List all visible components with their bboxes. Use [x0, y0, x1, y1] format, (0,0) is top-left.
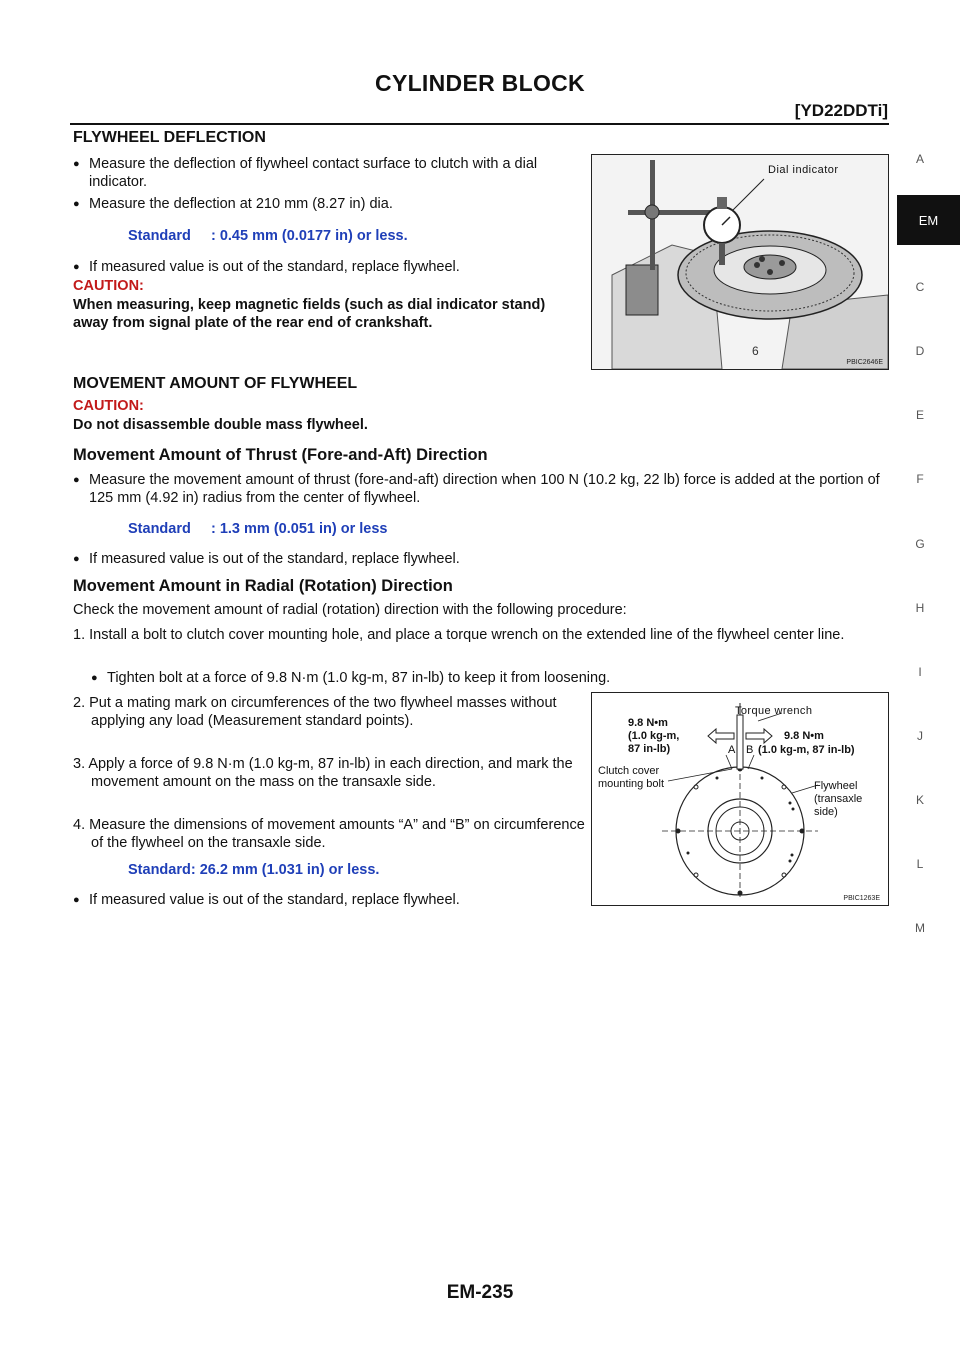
flywheel-line-2: (transaxle — [814, 793, 863, 805]
index-letter-h[interactable]: H — [915, 601, 925, 615]
label-b: B — [746, 744, 754, 756]
subheading-radial: Movement Amount in Radial (Rotation) Direction — [73, 577, 453, 595]
caution-text-magnetic: When measuring, keep magnetic fields (such as dial indicator stand) away from signal plate of the rear end of crankshaft. — [73, 297, 546, 331]
figure-torque-wrench — [591, 692, 889, 906]
bullet-thrust-measure: ● Measure the movement amount of thrust (fore-and-aft) direction when 100 N (10.2 kg, 22 lb) force is added at the portion of 125 mm (4.92 in) radius from the center of flywheel. — [73, 471, 889, 507]
bullet-replace-flywheel-3: ● If measured value is out of the standard, replace flywheel. — [73, 891, 589, 909]
label-torque-wrench: Torque wrench — [735, 705, 813, 717]
clutch-cover-line-2: mounting bolt — [598, 778, 665, 790]
label-clutch-cover — [598, 765, 664, 791]
index-letter-c[interactable]: C — [915, 280, 925, 294]
bullet-replace-flywheel-1: ● If measured value is out of the standard, replace flywheel. — [73, 258, 586, 276]
svg-text:6: 6 — [752, 344, 759, 358]
standard-radial: Standard: 26.2 mm (1.031 in) or less. — [128, 862, 380, 878]
figure-code-1: PBIC2646E — [846, 359, 883, 366]
page-title: CYLINDER BLOCK — [375, 70, 585, 96]
step-1-bullet: ● Tighten bolt at a force of 9.8 N·m (1.0 kg-m, 87 in-lb) to keep it from loosening. — [91, 669, 867, 687]
page-number: EM-235 — [446, 1282, 514, 1303]
label-a: A — [728, 744, 736, 756]
figure-code-2: PBIC1263E — [843, 895, 880, 902]
index-letter-a[interactable]: A — [915, 152, 924, 166]
index-letter-j[interactable]: J — [917, 729, 923, 743]
radial-intro: Check the movement amount of radial (rotation) direction with the following procedure: — [73, 602, 627, 618]
clutch-cover-line-1: Clutch cover — [598, 765, 660, 777]
left-torque-line-2: (1.0 kg-m, — [628, 730, 680, 742]
section-heading-flywheel-deflection: FLYWHEEL DEFLECTION — [73, 129, 266, 146]
index-letter-i[interactable]: I — [918, 665, 922, 679]
standard-deflection: Standard : 0.45 mm (0.0177 in) or less. — [128, 228, 408, 244]
engine-code: [YD22DDTi] — [794, 101, 888, 120]
dial-indicator-illustration — [592, 155, 888, 369]
index-letter-g[interactable]: G — [915, 537, 925, 551]
step-4: 4. Measure the dimensions of movement amounts “A” and “B” on circumference of the flywheel on the transaxle side. — [73, 817, 585, 851]
step-2: 2. Put a mating mark on circumferences of the two flywheel masses without applying any load (Measurement standard points). — [73, 695, 557, 729]
caution-label-2: CAUTION: — [73, 398, 144, 414]
bullet-replace-flywheel-2: ● If measured value is out of the standard, replace flywheel. — [73, 550, 869, 568]
index-tab-em-active[interactable]: EM — [897, 195, 960, 245]
bullet-measure-deflection: ● Measure the deflection of flywheel contact surface to clutch with a dial indicator. — [73, 155, 586, 191]
index-letter-k[interactable]: K — [915, 793, 924, 807]
caution-label-1: CAUTION: — [73, 278, 144, 294]
step-1: 1. Install a bolt to clutch cover mounting hole, and place a torque wrench on the extended line of the flywheel center line. — [73, 627, 845, 643]
index-letter-e[interactable]: E — [915, 408, 924, 422]
flywheel-line-3: side) — [814, 806, 838, 818]
label-left-torque — [628, 717, 679, 756]
bullet-measure-210mm: ● Measure the deflection at 210 mm (8.27 in) dia. — [73, 195, 586, 213]
step-3: 3. Apply a force of 9.8 N·m (1.0 kg-m, 87 in-lb) in each direction, and mark the movement amount on the mass on the transaxle side. — [73, 756, 573, 790]
label-flywheel-transaxle — [814, 780, 862, 819]
index-letter-l[interactable]: L — [916, 857, 924, 871]
subheading-thrust: Movement Amount of Thrust (Fore-and-Aft) Direction — [73, 446, 488, 464]
left-torque-line-3: 87 in-lb) — [628, 743, 671, 755]
label-right-torque-1: 9.8 N•m — [784, 730, 824, 742]
standard-thrust: Standard : 1.3 mm (0.051 in) or less — [128, 521, 388, 537]
figure-dial-indicator — [591, 154, 889, 370]
index-letter-f[interactable]: F — [916, 472, 924, 486]
caution-text-double-mass: Do not disassemble double mass flywheel. — [73, 417, 368, 433]
flywheel-line-1: Flywheel — [814, 780, 858, 792]
index-letter-m[interactable]: M — [915, 921, 925, 935]
label-dial-indicator: Dial indicator — [768, 164, 839, 176]
header-rule — [70, 123, 889, 125]
index-letter-d[interactable]: D — [915, 344, 925, 358]
section-heading-movement-amount: MOVEMENT AMOUNT OF FLYWHEEL — [73, 375, 358, 392]
label-right-torque-2: (1.0 kg-m, 87 in-lb) — [758, 744, 855, 756]
left-torque-line-1: 9.8 N•m — [628, 717, 668, 729]
